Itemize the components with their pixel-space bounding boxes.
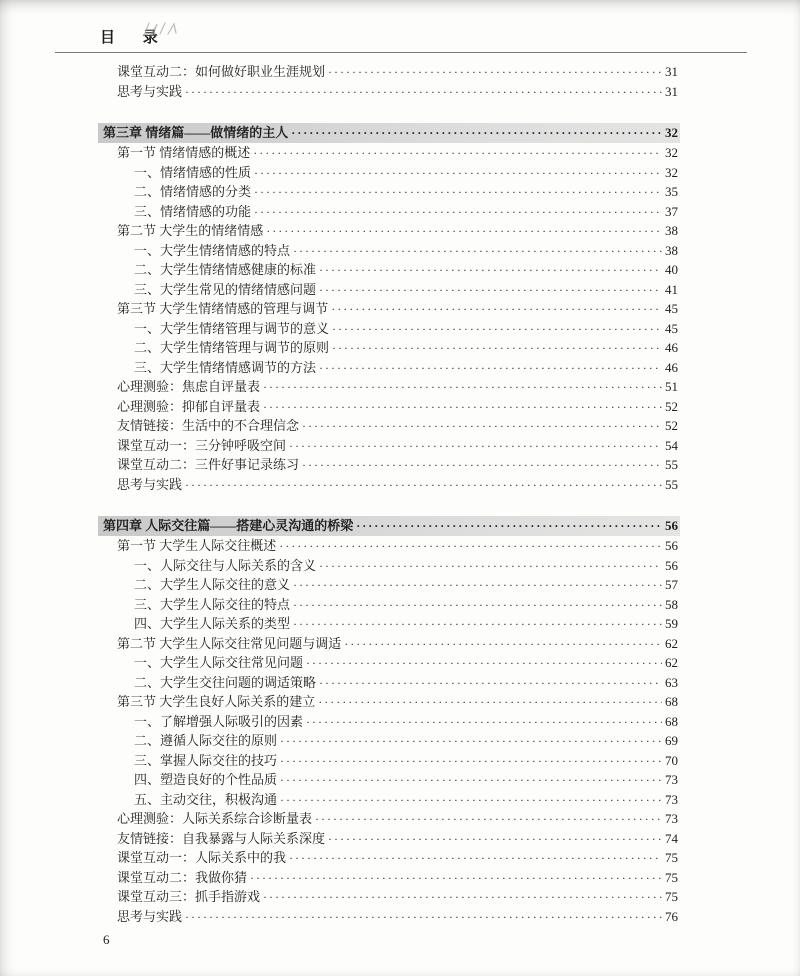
- header-divider-line: [55, 52, 747, 53]
- toc-entry-row: [103, 614, 678, 634]
- dot-leader: [306, 653, 662, 673]
- toc-entry-label: 五、主动交往，积极沟通: [134, 791, 278, 807]
- toc-entry-label: 思考与实践: [117, 476, 183, 492]
- toc-entry-row: [103, 436, 678, 456]
- toc-entry-label: 心理测验：抑郁自评量表: [117, 398, 261, 414]
- toc-page-number: 68: [665, 713, 678, 729]
- toc-entry-label: 四、塑造良好的个性品质: [134, 772, 278, 787]
- toc-entry-label: 一、大学生人际交往常见问题: [134, 655, 304, 670]
- toc-entry-row: [103, 221, 678, 241]
- toc-page-number: 32: [665, 125, 678, 140]
- page-header-title: 目 录: [100, 30, 170, 46]
- toc-entry-label: 一、大学生情绪管理与调节的意义: [134, 320, 330, 336]
- toc-entry-label: 一、了解增强人际吸引的因素: [134, 713, 304, 729]
- toc-page-number: 56: [665, 538, 678, 553]
- dot-leader: [293, 614, 662, 634]
- toc-page-number: 46: [665, 359, 678, 375]
- toc-page-number: 37: [665, 203, 678, 219]
- toc-page-number: 68: [665, 694, 678, 709]
- toc-page-number: 45: [665, 320, 678, 336]
- toc-page-number: 73: [665, 772, 678, 787]
- toc-entry-row: [103, 829, 678, 849]
- dot-leader: [319, 260, 662, 280]
- toc-entry-label: 友情链接：生活中的不合理信念: [117, 418, 300, 433]
- dot-leader: [319, 673, 662, 693]
- dot-leader: [328, 829, 662, 849]
- toc-entry-row: [103, 653, 678, 673]
- toc-entry-row: [103, 712, 678, 732]
- toc-entry-label: 第一节 大学生人际交往概述: [117, 538, 277, 553]
- dot-leader: [185, 907, 662, 927]
- toc-page-number: 75: [665, 850, 678, 865]
- toc-page-number: 55: [665, 457, 678, 472]
- toc-entry-label: 四、大学生人际关系的类型: [134, 616, 291, 631]
- dot-leader: [266, 221, 662, 241]
- toc-entry-row: [103, 536, 678, 556]
- toc-entry-row: [103, 595, 678, 615]
- toc-entry-label: 课堂互动二：三件好事记录练习: [117, 457, 300, 472]
- toc-entry-label: 课堂互动二：我做你猜: [117, 869, 248, 885]
- toc-page-number: 46: [665, 340, 678, 355]
- toc-page-number: 56: [665, 557, 678, 573]
- toc-page-number: 35: [665, 184, 678, 199]
- toc-entry-row: [103, 907, 678, 927]
- toc-entry-row: [103, 163, 678, 183]
- toc-entry-row: [103, 299, 678, 319]
- dot-leader: [250, 868, 662, 888]
- toc-entry-label: 一、人际交往与人际关系的含义: [134, 557, 317, 573]
- toc-entry-label: 二、大学生情绪情感健康的标准: [134, 262, 317, 277]
- toc-entry-label: 三、大学生情绪情感调节的方法: [134, 359, 317, 375]
- dot-leader: [293, 595, 662, 615]
- dot-leader: [319, 556, 662, 576]
- toc-page-number: 40: [665, 262, 678, 277]
- toc-entry-label: 第三节 大学生情绪情感的管理与调节: [117, 301, 329, 316]
- toc-entry-label: 心理测验：人际关系综合诊断量表: [117, 811, 313, 826]
- toc-entry-label: 三、大学生人际交往的特点: [134, 596, 291, 612]
- toc-entry-row: [103, 575, 678, 595]
- toc-page-number: 69: [665, 733, 678, 748]
- toc-entry-row: [103, 416, 678, 436]
- toc-entry-label: 第二节 大学生人际交往常见问题与调适: [117, 635, 342, 651]
- toc-page-number: 74: [665, 830, 678, 846]
- dot-leader: [185, 82, 662, 102]
- toc-list: [103, 62, 678, 926]
- dot-leader: [306, 712, 662, 732]
- toc-page-number: 32: [665, 145, 678, 160]
- toc-page-number: 75: [665, 889, 678, 904]
- dot-leader: [291, 123, 662, 143]
- toc-page-number: 56: [665, 518, 678, 533]
- toc-page-number: 32: [665, 164, 678, 180]
- toc-page-number: 31: [665, 64, 678, 79]
- dot-leader: [331, 299, 662, 319]
- toc-entry-row: [103, 397, 678, 417]
- toc-entry-row: [103, 182, 678, 202]
- toc-page-number: 73: [665, 811, 678, 826]
- toc-page-number: 73: [665, 791, 678, 807]
- dot-leader: [293, 575, 662, 595]
- toc-entry-row: [103, 751, 678, 771]
- toc-page-number: 38: [665, 242, 678, 258]
- toc-entry-row: [103, 692, 678, 712]
- toc-entry-row: [103, 770, 678, 790]
- toc-page-number: 59: [665, 616, 678, 631]
- toc-page-number: 52: [665, 398, 678, 414]
- toc-page-number: 62: [665, 635, 678, 651]
- toc-entry-label: 课堂互动二：如何做好职业生涯规划: [117, 64, 326, 79]
- dot-leader: [302, 416, 662, 436]
- toc-page-number: 31: [665, 83, 678, 99]
- toc-page-number: 57: [665, 577, 678, 592]
- toc-entry-row: [103, 241, 678, 261]
- toc-entry-row: [103, 556, 678, 576]
- toc-entry-row: [103, 634, 678, 654]
- toc-entry-row: [103, 82, 678, 102]
- toc-entry-label: 二、大学生交往问题的调适策略: [134, 674, 317, 690]
- toc-entry-label: 第二节 大学生的情绪情感: [117, 223, 264, 238]
- toc-entry-row: [103, 887, 678, 907]
- toc-entry-row: [103, 377, 678, 397]
- dot-leader: [263, 887, 662, 907]
- toc-entry-row: [103, 319, 678, 339]
- toc-entry-row: [103, 62, 678, 82]
- toc-entry-row: [103, 143, 678, 163]
- toc-entry-label: 一、大学生情绪情感的特点: [134, 242, 291, 258]
- folio-page-number: 6: [103, 932, 110, 947]
- toc-entry-row: [103, 790, 678, 810]
- toc-chapter-title: 第四章 人际交往篇——搭建心灵沟通的桥梁: [103, 518, 354, 533]
- handwritten-pencil-mark: [140, 20, 182, 42]
- dot-leader: [263, 377, 662, 397]
- toc-page-number: 58: [665, 596, 678, 612]
- toc-page-number: 76: [665, 908, 678, 924]
- dot-leader: [280, 790, 662, 810]
- dot-leader: [328, 62, 662, 82]
- dot-leader: [279, 536, 662, 556]
- toc-page-number: 55: [665, 476, 678, 492]
- toc-entry-row: [103, 673, 678, 693]
- dot-leader: [289, 436, 662, 456]
- dot-leader: [315, 809, 662, 829]
- toc-entry-row: [103, 848, 678, 868]
- dot-leader: [302, 455, 662, 475]
- toc-page-number: 62: [665, 655, 678, 670]
- toc-page-number: 51: [665, 379, 678, 394]
- dot-leader: [280, 770, 662, 790]
- toc-entry-label: 三、掌握人际交往的技巧: [134, 752, 278, 768]
- toc-page-number: 70: [665, 752, 678, 768]
- dot-leader: [185, 475, 662, 495]
- toc-entry-label: 二、大学生人际交往的意义: [134, 577, 291, 592]
- toc-entry-row: [103, 731, 678, 751]
- toc-chapter-title: 第三章 情绪篇——做情绪的主人: [103, 125, 289, 140]
- toc-entry-row: [103, 455, 678, 475]
- toc-entry-row: [103, 202, 678, 222]
- toc-page-number: 54: [665, 437, 678, 453]
- dot-leader: [356, 516, 662, 536]
- toc-entry-label: 三、情绪情感的功能: [134, 203, 252, 219]
- dot-leader: [293, 241, 662, 261]
- toc-entry-row: [103, 809, 678, 829]
- toc-page-number: 52: [665, 418, 678, 433]
- dot-leader: [254, 202, 662, 222]
- toc-entry-label: 课堂互动一：人际关系中的我: [117, 850, 287, 865]
- toc-entry-row: [103, 358, 678, 378]
- toc-entry-row: [103, 260, 678, 280]
- toc-entry-label: 课堂互动一：三分钟呼吸空间: [117, 437, 287, 453]
- dot-leader: [332, 338, 662, 358]
- toc-page-number: 41: [665, 281, 678, 297]
- dot-leader: [254, 163, 662, 183]
- toc-chapter-row: [98, 516, 680, 536]
- toc-entry-label: 二、情绪情感的分类: [134, 184, 252, 199]
- dot-leader: [332, 319, 662, 339]
- toc-entry-label: 课堂互动三：抓手指游戏: [117, 889, 261, 904]
- dot-leader: [263, 397, 662, 417]
- toc-entry-row: [103, 475, 678, 495]
- toc-entry-label: 三、大学生常见的情绪情感问题: [134, 281, 317, 297]
- toc-page-number: 75: [665, 869, 678, 885]
- toc-entry-label: 思考与实践: [117, 908, 183, 924]
- toc-chapter-row: [98, 123, 680, 143]
- dot-leader: [289, 848, 662, 868]
- dot-leader: [319, 280, 662, 300]
- toc-entry-label: 心理测验：焦虑自评量表: [117, 379, 261, 394]
- dot-leader: [344, 634, 662, 654]
- dot-leader: [319, 358, 662, 378]
- toc-entry-label: 二、大学生情绪管理与调节的原则: [134, 340, 330, 355]
- dot-leader: [280, 751, 662, 771]
- toc-entry-label: 第三节 大学生良好人际关系的建立: [117, 694, 316, 709]
- dot-leader: [254, 182, 662, 202]
- dot-leader: [280, 731, 662, 751]
- toc-entry-label: 思考与实践: [117, 83, 183, 99]
- toc-page-number: 38: [665, 223, 678, 238]
- dot-leader: [253, 143, 662, 163]
- dot-leader: [318, 692, 662, 712]
- toc-entry-label: 第一节 情绪情感的概述: [117, 145, 251, 160]
- toc-page-number: 63: [665, 674, 678, 690]
- toc-page-number: 45: [665, 301, 678, 316]
- toc-entry-label: 二、遵循人际交往的原则: [134, 733, 278, 748]
- toc-entry-row: [103, 280, 678, 300]
- toc-entry-label: 友情链接：自我暴露与人际关系深度: [117, 830, 326, 846]
- toc-entry-row: [103, 868, 678, 888]
- toc-entry-label: 一、情绪情感的性质: [134, 164, 252, 180]
- toc-entry-row: [103, 338, 678, 358]
